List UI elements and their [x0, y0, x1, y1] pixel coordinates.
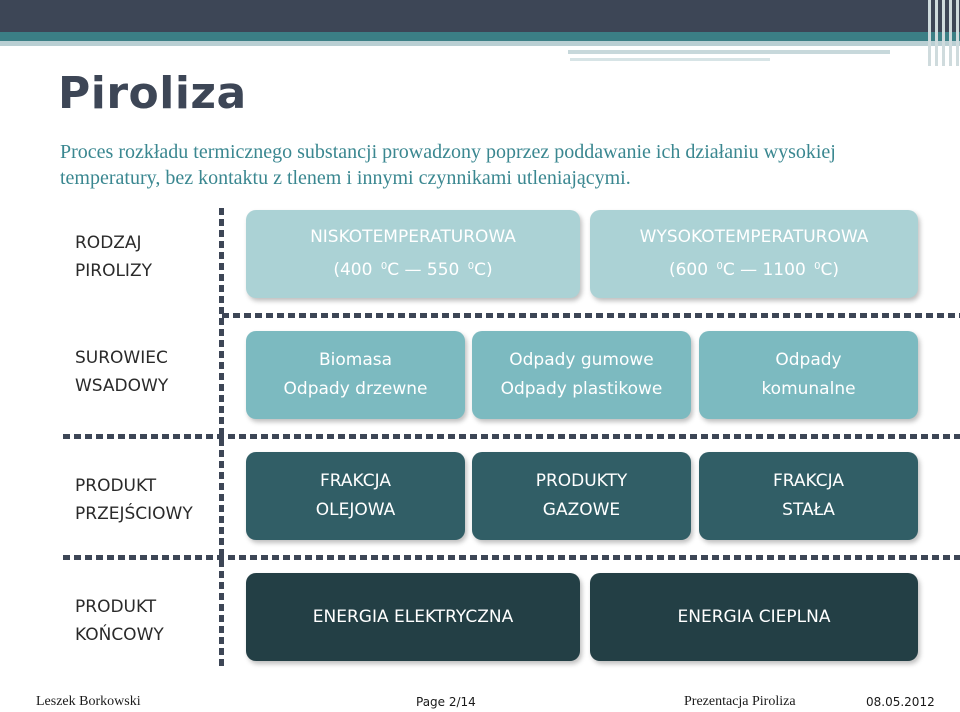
- header-band: [0, 0, 960, 32]
- header-light-stripe: [0, 41, 960, 46]
- vertical-divider: [219, 208, 224, 670]
- footer-presentation-name: Prezentacja Piroliza: [684, 694, 796, 709]
- header-corner-bars: [928, 0, 960, 66]
- row-divider-2: [63, 434, 960, 439]
- footer-date: 08.05.2012: [866, 695, 935, 709]
- box-feedstock-biomass: Biomasa Odpady drzewne: [246, 331, 465, 419]
- footer-author: Leszek Borkowski: [36, 694, 141, 709]
- row-label-pyrolysis-type: RODZAJ PIROLIZY: [75, 233, 152, 281]
- header-light-stripe-shorter: [570, 58, 770, 61]
- slide-subtitle: Proces rozkładu termicznego substancji prowadzony poprzez poddawanie ich działaniu wysokiej temperatury, bez kontaktu z tlenem i innymi czynnikami utleniającymi.: [60, 141, 836, 189]
- box-low-temperature: NISKOTEMPERATUROWA (400 $^0$C — 550 $^0$C): [246, 210, 580, 298]
- box-high-temperature: WYSOKOTEMPERATUROWA (600 $^0$C — 1100 $^0$C): [590, 210, 918, 298]
- box-solid-fraction: FRAKCJA STAŁA: [699, 452, 918, 540]
- box-gas-products: PRODUKTY GAZOWE: [472, 452, 691, 540]
- box-heat-energy: ENERGIA CIEPLNA: [590, 573, 918, 661]
- header-light-stripe-short: [568, 50, 890, 54]
- slide-title: Piroliza: [58, 68, 247, 119]
- box-feedstock-municipal: Odpady komunalne: [699, 331, 918, 419]
- row-divider-1: [222, 313, 960, 318]
- footer-page-number: Page 2/14: [416, 695, 476, 709]
- row-label-final-product: PRODUKT KOŃCOWY: [75, 597, 164, 645]
- row-divider-3: [63, 555, 960, 560]
- header-accent-stripe: [0, 32, 960, 41]
- box-oil-fraction: FRAKCJA OLEJOWA: [246, 452, 465, 540]
- box-feedstock-rubber-plastic: Odpady gumowe Odpady plastikowe: [472, 331, 691, 419]
- row-label-feedstock: SUROWIEC WSADOWY: [75, 348, 169, 396]
- box-electric-energy: ENERGIA ELEKTRYCZNA: [246, 573, 580, 661]
- row-label-intermediate-product: PRODUKT PRZEJŚCIOWY: [75, 476, 193, 524]
